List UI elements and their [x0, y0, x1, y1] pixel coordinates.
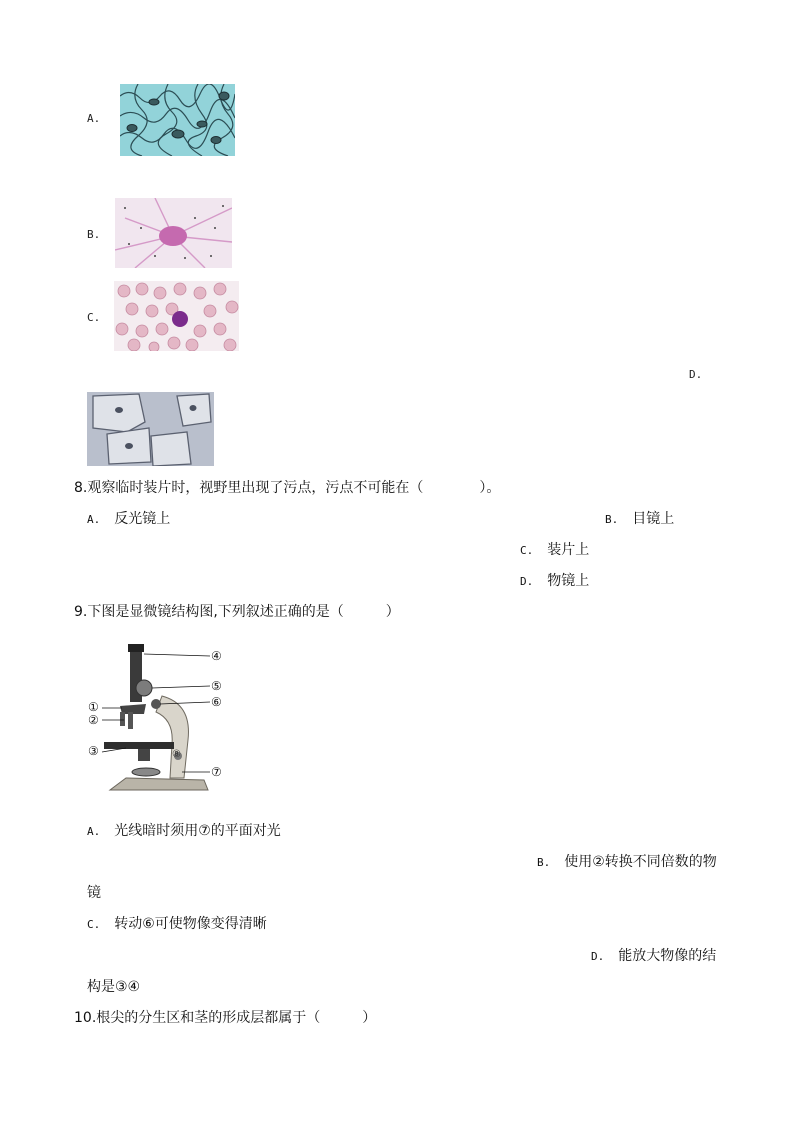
callout-3: ③ — [88, 744, 99, 758]
q8-option-a-key: A. — [87, 513, 101, 526]
q9-option-d-text: 能放大物像的结 — [618, 948, 717, 964]
q9-option-c-text: 转动⑥可使物像变得清晰 — [114, 916, 267, 932]
callout-7: ⑦ — [211, 765, 222, 779]
q9-option-d-continued: 构是③④ — [87, 979, 141, 995]
neuron-cell-image — [115, 198, 232, 268]
q9-option-b[interactable] — [537, 853, 717, 872]
q8-option-d-text: 物镜上 — [547, 573, 590, 589]
blood-cell-image — [114, 281, 239, 351]
callout-1: ① — [88, 700, 99, 714]
q9-option-b-continued: 镜 — [87, 885, 101, 901]
q9-stem: 9.下图是显微镜结构图,下列叙述正确的是（ ） — [74, 604, 400, 620]
q9-option-c-key: C. — [87, 918, 101, 931]
q8-stem: 8.观察临时装片时，视野里出现了污点，污点不可能在（ ）。 — [74, 480, 501, 496]
q9-option-d-key: D. — [591, 950, 605, 963]
q8-option-c-key: C. — [520, 544, 534, 557]
q9-option-d[interactable] — [591, 947, 716, 966]
q8-option-c-text: 装片上 — [547, 542, 590, 558]
q8-option-d[interactable] — [520, 572, 589, 591]
q9-option-a[interactable] — [87, 822, 281, 841]
q9-option-b-text: 使用②转换不同倍数的物 — [564, 854, 717, 870]
q9-option-a-key: A. — [87, 825, 101, 838]
q8-option-c[interactable] — [520, 541, 589, 560]
epidermal-cell-image — [87, 392, 214, 466]
q10-stem: 10.根尖的分生区和茎的形成层都属于（ ） — [74, 1010, 377, 1026]
callout-8: ⑧ — [172, 749, 181, 760]
q8-option-b[interactable] — [605, 510, 674, 529]
q8-option-a-text: 反光镜上 — [114, 511, 171, 527]
q8-option-b-text: 目镜上 — [632, 511, 675, 527]
callout-2: ② — [88, 713, 99, 727]
callout-4: ④ — [211, 649, 222, 663]
q9-option-c[interactable] — [87, 915, 267, 934]
q8-option-a[interactable] — [87, 510, 170, 529]
callout-5: ⑤ — [211, 679, 222, 693]
q9-option-b-key: B. — [537, 856, 551, 869]
option-a-label: A. — [87, 112, 101, 125]
q8-option-b-key: B. — [605, 513, 619, 526]
stomata-cell-image — [120, 84, 235, 156]
option-c-label: C. — [87, 311, 101, 324]
option-b-label: B. — [87, 228, 101, 241]
microscope-diagram — [86, 640, 232, 798]
callout-6: ⑥ — [211, 695, 222, 709]
q8-option-d-key: D. — [520, 575, 534, 588]
option-d-label: D. — [689, 368, 703, 381]
q9-option-a-text: 光线暗时须用⑦的平面对光 — [114, 823, 281, 839]
